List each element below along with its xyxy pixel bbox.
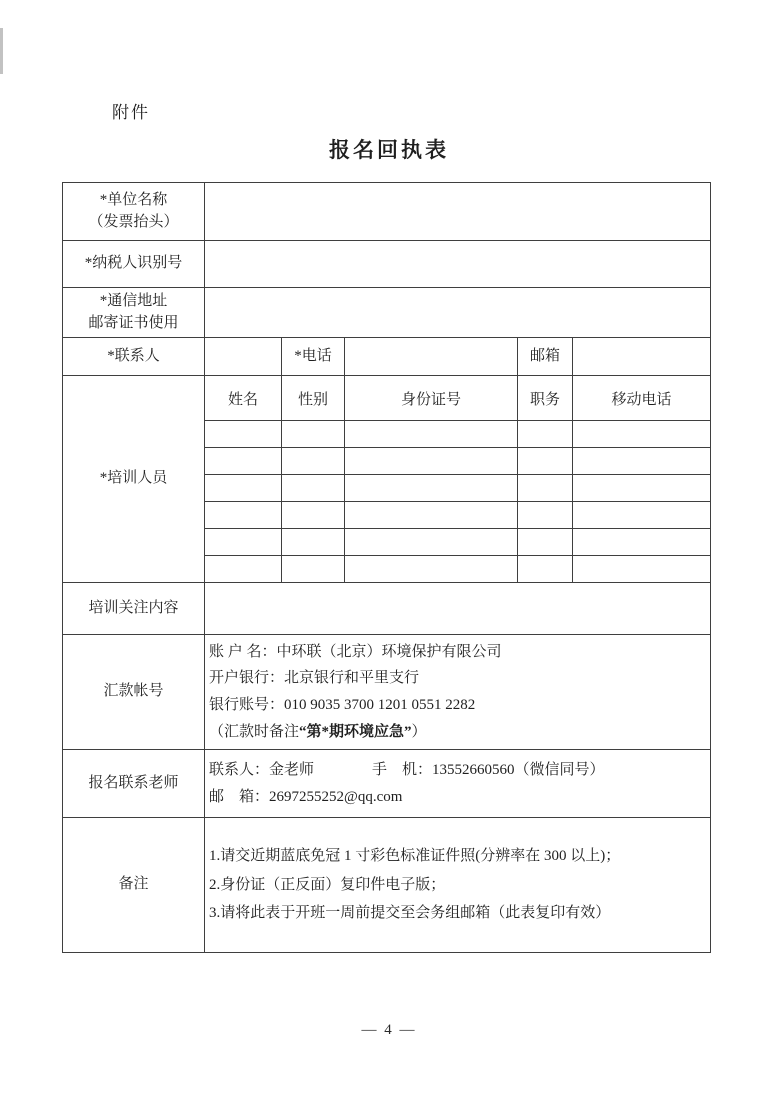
trainee-mobile-cell (573, 556, 711, 583)
trainees-col-id-number: 身份证号 (345, 376, 518, 421)
trainee-id-cell (345, 475, 518, 502)
contact-label: *联系人 (63, 338, 205, 376)
trainee-gender-cell (282, 475, 345, 502)
trainee-id-cell (345, 448, 518, 475)
scan-artifact (0, 28, 3, 74)
remittance-note (209, 719, 706, 746)
remittance-note-bold: “第*期环境应急” (299, 723, 412, 740)
trainee-position-cell (518, 421, 573, 448)
trainee-name-cell (205, 448, 282, 475)
row-remittance (63, 635, 711, 750)
row-unit-name (63, 183, 711, 241)
row-taxpayer-id (63, 241, 711, 288)
registration-teacher-email: 邮 箱：2697255252@qq.com (209, 788, 403, 805)
trainee-gender-cell (282, 421, 345, 448)
trainee-name-cell (205, 556, 282, 583)
trainee-name-cell (205, 421, 282, 448)
registration-teacher-mobile: 手 机：13552660560（微信同号） (372, 761, 605, 778)
remittance-label: 汇款帐号 (63, 635, 205, 750)
mail-address-label-line1: *通信地址 (99, 292, 168, 309)
remittance-note-suffix: ） (411, 723, 427, 740)
contact-phone-value-cell (345, 338, 518, 376)
trainee-mobile-cell (573, 475, 711, 502)
remittance-account-number: 银行账号：010 9035 3700 1201 0551 2282 (209, 697, 476, 713)
registration-teacher-label: 报名联系老师 (63, 750, 205, 818)
remarks-details (205, 818, 711, 953)
remittance-account-name: 账 户 名：中环联（北京）环境保护有限公司 (209, 643, 502, 660)
trainee-mobile-cell (573, 529, 711, 556)
page-title: 报名回执表 (329, 138, 449, 162)
mail-address-value-cell (205, 288, 711, 338)
row-training-focus (63, 583, 711, 635)
contact-email-value-cell (573, 338, 711, 376)
row-registration-teacher (63, 750, 711, 818)
trainee-gender-cell (282, 556, 345, 583)
unit-name-label-line2: （发票抬头） (88, 213, 179, 230)
trainees-col-gender: 性别 (282, 376, 345, 421)
trainees-label: *培训人员 (63, 376, 205, 583)
remark-item: 2.身份证（正反面）复印件电子版； (209, 876, 446, 893)
registration-teacher-contact-name: 联系人：金老师 (209, 761, 315, 778)
remark-item: 3.请将此表于开班一周前提交至会务组邮箱（此表复印有效） (209, 905, 611, 922)
contact-email-label: 邮箱 (518, 338, 573, 376)
taxpayer-id-label: *纳税人识别号 (63, 241, 205, 288)
trainee-gender-cell (282, 448, 345, 475)
remarks-label: 备注 (63, 818, 205, 953)
trainee-id-cell (345, 556, 518, 583)
trainee-gender-cell (282, 502, 345, 529)
unit-name-label-line1: *单位名称 (99, 191, 168, 208)
trainee-position-cell (518, 502, 573, 529)
row-trainees-header (63, 376, 711, 421)
remittance-bank: 开户银行：北京银行和平里支行 (209, 670, 420, 687)
trainee-position-cell (518, 556, 573, 583)
taxpayer-id-value-cell (205, 241, 711, 288)
trainee-position-cell (518, 475, 573, 502)
training-focus-label: 培训关注内容 (63, 583, 205, 635)
trainee-mobile-cell (573, 448, 711, 475)
page-number: — 4 — (361, 1022, 417, 1038)
trainee-mobile-cell (573, 502, 711, 529)
trainee-position-cell (518, 529, 573, 556)
trainee-mobile-cell (573, 421, 711, 448)
registration-teacher-line1 (209, 757, 706, 784)
trainees-col-name: 姓名 (205, 376, 282, 421)
attachment-label: 附件 (112, 103, 150, 122)
row-mail-address (63, 288, 711, 338)
trainee-name-cell (205, 502, 282, 529)
remark-item: 1.请交近期蓝底免冠 1 寸彩色标准证件照(分辨率在 300 以上)； (209, 848, 621, 865)
remittance-details (205, 635, 711, 750)
registration-teacher-details (205, 750, 711, 818)
mail-address-label-line2: 邮寄证书使用 (88, 314, 179, 331)
row-contact (63, 338, 711, 376)
trainee-position-cell (518, 448, 573, 475)
unit-name-value-cell (205, 183, 711, 241)
training-focus-value-cell (205, 583, 711, 635)
trainee-id-cell (345, 421, 518, 448)
trainee-name-cell (205, 475, 282, 502)
contact-name-value-cell (205, 338, 282, 376)
trainee-name-cell (205, 529, 282, 556)
registration-form-table (62, 182, 711, 953)
trainee-id-cell (345, 502, 518, 529)
mail-address-label (63, 288, 205, 338)
trainees-col-mobile: 移动电话 (573, 376, 711, 421)
contact-phone-label: *电话 (282, 338, 345, 376)
remittance-note-prefix: （汇款时备注 (209, 723, 300, 740)
row-remarks (63, 818, 711, 953)
trainee-id-cell (345, 529, 518, 556)
trainee-gender-cell (282, 529, 345, 556)
trainees-col-position: 职务 (518, 376, 573, 421)
unit-name-label (63, 183, 205, 241)
